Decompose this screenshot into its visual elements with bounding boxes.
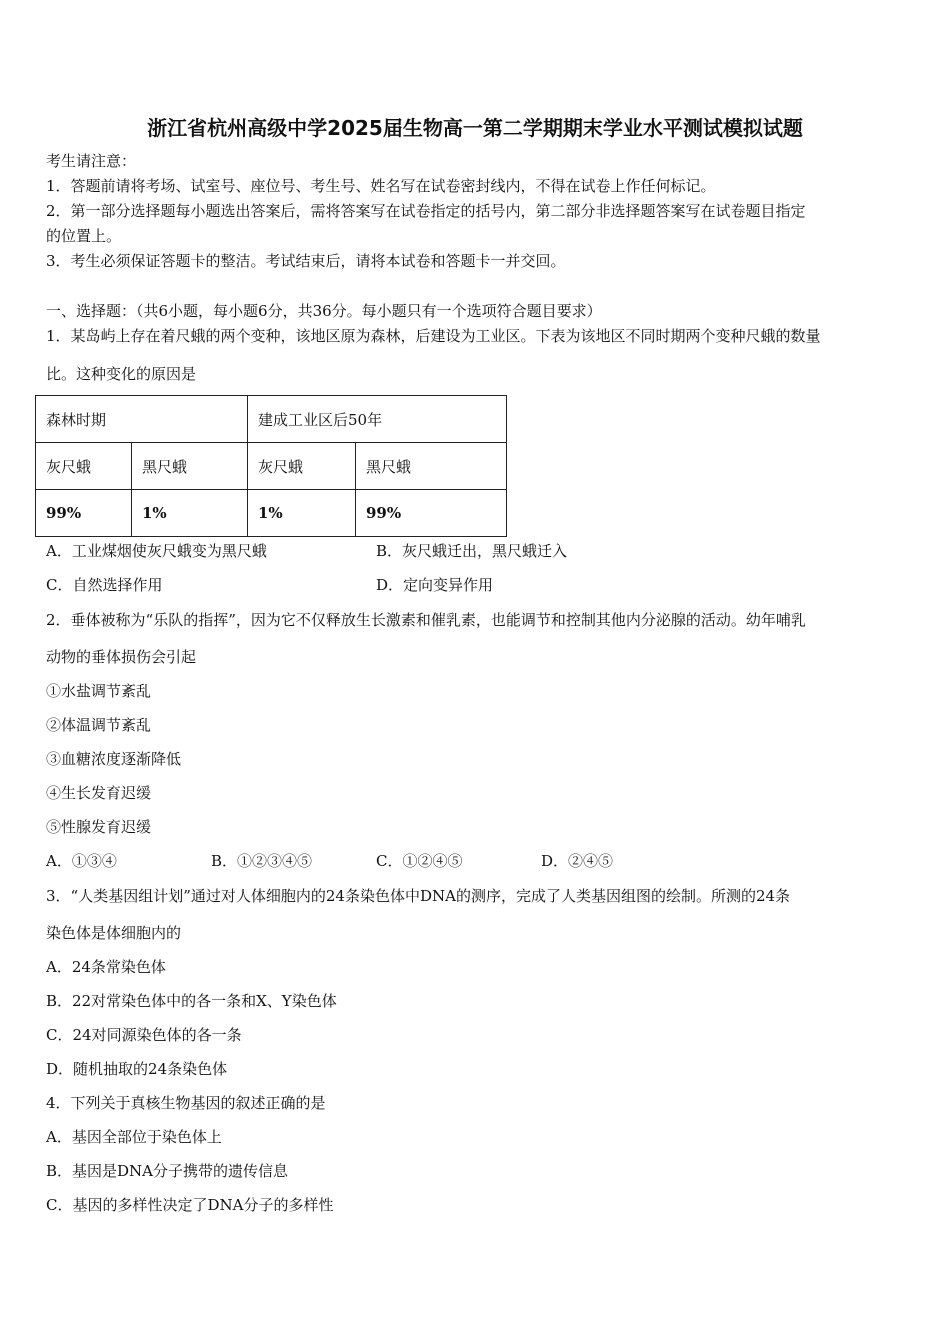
q1-option-d: D．定向变异作用 xyxy=(376,576,494,594)
q2-item-3: ③血糖浓度逐渐降低 xyxy=(46,750,182,768)
notice-item-1: 1．答题前请将考场、试室号、座位号、考生号、姓名写在试卷密封线内，不得在试卷上作任何标记。 xyxy=(46,177,716,195)
moth-ratio-table xyxy=(35,395,507,537)
table-header-industrial: 建成工业区后50年 xyxy=(248,396,507,443)
q2-item-1: ①水盐调节紊乱 xyxy=(46,682,152,700)
q2-stem-cont: 动物的垂体损伤会引起 xyxy=(46,648,197,666)
table-cell: 1% xyxy=(132,490,248,537)
table-subheader: 黑尺蛾 xyxy=(356,443,507,490)
notice-item-2-cont: 的位置上。 xyxy=(46,227,122,245)
q4-option-a: A．基因全部位于染色体上 xyxy=(46,1128,222,1146)
notice-item-3: 3．考生必须保证答题卡的整洁。考试结束后，请将本试卷和答题卡一并交回。 xyxy=(46,252,566,270)
q1-option-b: B．灰尺蛾迁出，黑尺蛾迁入 xyxy=(376,542,568,560)
q2-item-2: ②体温调节紊乱 xyxy=(46,716,152,734)
notice-item-2: 2．第一部分选择题每小题选出答案后，需将答案写在试卷指定的括号内，第二部分非选择题答案写在试卷题目指定 xyxy=(46,202,806,220)
q1-stem-cont: 比。这种变化的原因是 xyxy=(46,365,197,383)
q3-option-d: D．随机抽取的24条染色体 xyxy=(46,1060,228,1078)
q4-option-c: C．基因的多样性决定了DNA分子的多样性 xyxy=(46,1196,334,1214)
q4-option-b: B．基因是DNA分子携带的遗传信息 xyxy=(46,1162,289,1180)
q3-stem-cont: 染色体是体细胞内的 xyxy=(46,924,182,942)
table-subheader: 黑尺蛾 xyxy=(132,443,248,490)
q2-item-5: ⑤性腺发育迟缓 xyxy=(46,818,152,836)
table-cell: 99% xyxy=(356,490,507,537)
q2-stem: 2．垂体被称为“乐队的指挥”，因为它不仅释放生长激素和催乳素，也能调节和控制其他内分泌腺的活动。幼年哺乳 xyxy=(46,611,806,629)
table-cell: 99% xyxy=(36,490,132,537)
q2-option-b: B．①②③④⑤ xyxy=(211,852,313,870)
q4-stem: 4．下列关于真核生物基因的叙述正确的是 xyxy=(46,1094,326,1112)
q2-option-c: C．①②④⑤ xyxy=(376,852,463,870)
q2-item-4: ④生长发育迟缓 xyxy=(46,784,152,802)
q3-option-c: C．24对同源染色体的各一条 xyxy=(46,1026,242,1044)
notice-heading: 考生请注意： xyxy=(46,152,137,170)
q1-option-a: A．工业煤烟使灰尺蛾变为黑尺蛾 xyxy=(46,542,267,560)
section-heading: 一、选择题：（共6小题，每小题6分，共36分。每小题只有一个选项符合题目要求） xyxy=(46,302,602,320)
table-subheader: 灰尺蛾 xyxy=(36,443,132,490)
exam-title: 浙江省杭州高级中学2025届生物高一第二学期期末学业水平测试模拟试题 xyxy=(147,116,803,140)
q1-option-c: C．自然选择作用 xyxy=(46,576,163,594)
q3-option-b: B．22对常染色体中的各一条和X、Y染色体 xyxy=(46,992,337,1010)
q3-option-a: A．24条常染色体 xyxy=(46,958,166,976)
table-cell: 1% xyxy=(248,490,356,537)
q3-stem: 3．“人类基因组计划”通过对人体细胞内的24条染色体中DNA的测序，完成了人类基因组图的绘制。所测的24条 xyxy=(46,887,791,905)
q2-option-d: D．②④⑤ xyxy=(541,852,614,870)
q2-option-a: A．①③④ xyxy=(46,852,117,870)
table-subheader: 灰尺蛾 xyxy=(248,443,356,490)
table-header-forest: 森林时期 xyxy=(36,396,248,443)
q1-stem: 1．某岛屿上存在着尺蛾的两个变种，该地区原为森林，后建设为工业区。下表为该地区不同时期两个变种尺蛾的数量 xyxy=(46,327,821,345)
